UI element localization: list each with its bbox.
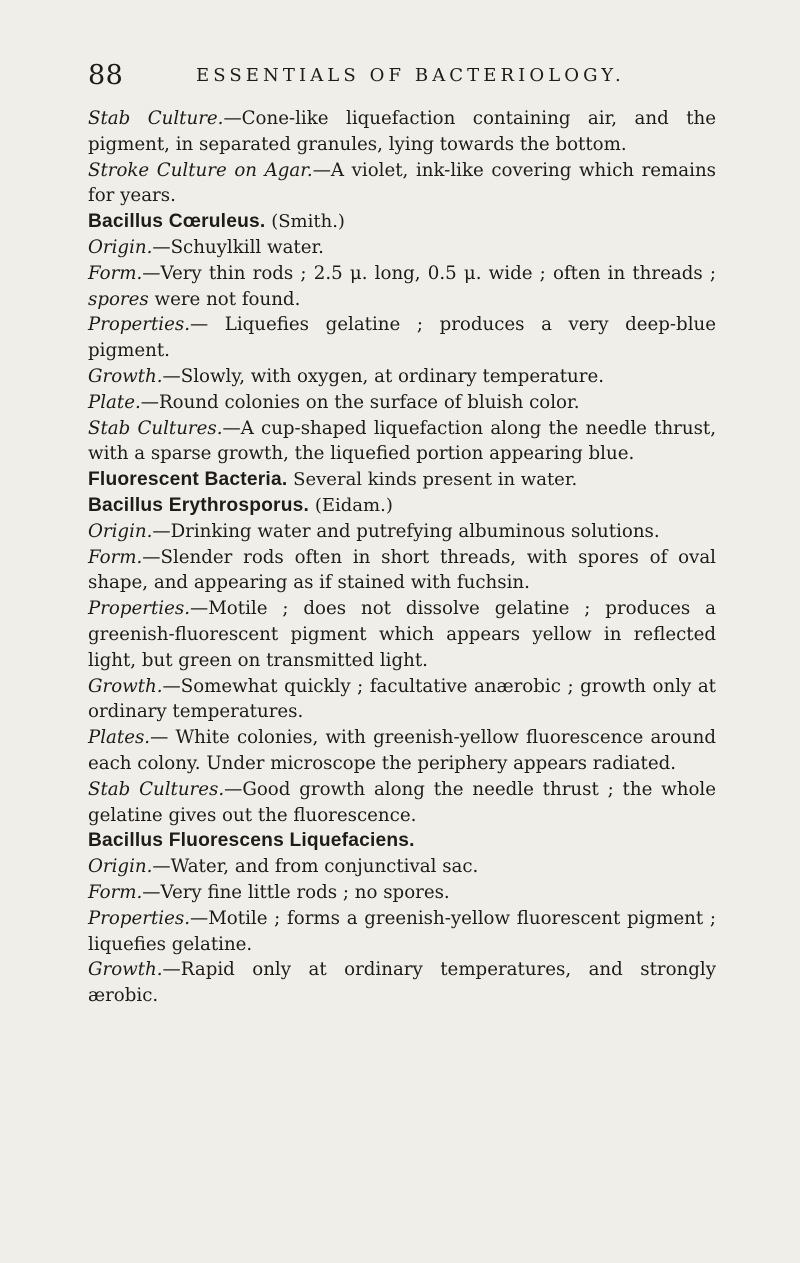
entry-text: —Very fine little rods ; no spores. — [142, 881, 450, 903]
paragraph-form — [88, 545, 716, 597]
paragraph-stab-culture — [88, 106, 716, 158]
entry-label: Plate. — [88, 391, 141, 413]
entry-label: Form. — [88, 262, 143, 284]
entry-label: Form. — [88, 881, 143, 903]
paragraph-growth — [88, 364, 716, 390]
entry-text: —Very thin rods ; 2.5 μ. long, 0.5 μ. wide ; often in threads ; — [142, 262, 716, 284]
entry-label: Stab Cultures. — [88, 417, 223, 439]
section-title: Bacillus Fluorescens Liquefaciens. — [88, 830, 415, 852]
section-title: Bacillus Cœruleus. — [88, 211, 266, 233]
entry-label: Origin. — [88, 520, 153, 542]
entry-label: Form. — [88, 546, 143, 568]
entry-label: Stroke Culture on Agar. — [88, 159, 313, 181]
paragraph-plate — [88, 390, 716, 416]
paragraph-origin — [88, 235, 716, 261]
entry-text: —Somewhat quickly ; facultative anærobic ; growth only at ordinary temperatures. — [88, 675, 716, 723]
entry-text: —Slowly, with oxygen, at ordinary temperature. — [162, 365, 604, 387]
entry-label: Properties. — [88, 907, 190, 929]
entry-text: —Schuylkill water. — [152, 236, 324, 258]
paragraph-origin — [88, 519, 716, 545]
entry-label: Plates. — [88, 727, 151, 749]
entry-text: —Motile ; does not dissolve gelatine ; produces a greenish-fluorescent pigment which appears yellow in reflected light, but green on transmitted light. — [88, 598, 716, 671]
paragraph-properties — [88, 312, 716, 364]
entry-label: Stab Culture. — [88, 108, 224, 129]
paragraph-stab-cultures — [88, 777, 716, 829]
page-header — [88, 56, 716, 96]
entry-label: Growth. — [88, 365, 163, 387]
paragraph-stab-cultures — [88, 416, 716, 468]
entry-text: —Motile ; forms a greenish-yellow fluorescent pigment ; liquefies gelatine. — [88, 907, 716, 955]
paragraph-form — [88, 880, 716, 906]
entry-text: —Rapid only at ordinary temperatures, and strongly ærobic. — [88, 959, 716, 1007]
paragraph-properties — [88, 596, 716, 673]
entry-text: —A violet, ink-like covering which remains for years. — [88, 159, 716, 207]
section-heading-bacillus-coeruleus — [88, 209, 716, 235]
entry-text: —A cup-shaped liquefaction along the needle thrust, with a sparse growth, the liquefied portion appearing blue. — [88, 417, 716, 465]
entry-label: Properties. — [88, 598, 190, 620]
entry-label: Stab Cultures. — [88, 778, 225, 800]
section-author: (Smith.) — [271, 211, 345, 233]
entry-text: —Good growth along the needle thrust ; the whole gelatine gives out the fluorescence. — [88, 778, 716, 826]
entry-emphasis: spores — [88, 288, 149, 310]
page-body — [88, 106, 716, 1009]
section-heading-fluorescent-bacteria — [88, 467, 716, 493]
section-title: Bacillus Erythrosporus. — [88, 494, 310, 516]
paragraph-growth — [88, 957, 716, 1009]
entry-text: —Slender rods often in short threads, with spores of oval shape, and appearing as if stained with fuchsin. — [88, 546, 716, 594]
entry-text: —Round colonies on the surface of bluish color. — [140, 391, 580, 413]
entry-label: Origin. — [88, 236, 153, 258]
section-heading-bacillus-fluorescens-liquefaciens — [88, 828, 716, 854]
entry-text: —Cone-like liquefaction containing air, and the pigment, in separated granules, lying towards the bottom. — [88, 108, 716, 155]
entry-text-after: were not found. — [148, 288, 301, 310]
page-number: 88 — [88, 60, 124, 91]
entry-text: — White colonies, with greenish-yellow fluorescence around each colony. Under microscope the periphery appears radiated. — [88, 727, 716, 774]
entry-label: Growth. — [88, 959, 163, 981]
paragraph-origin — [88, 854, 716, 880]
section-title: Fluorescent Bacteria. — [88, 469, 288, 491]
section-heading-bacillus-erythrosporus — [88, 493, 716, 519]
paragraph-plates — [88, 725, 716, 777]
paragraph-stroke-culture — [88, 158, 716, 210]
paragraph-growth — [88, 674, 716, 726]
entry-label: Properties. — [88, 314, 190, 336]
entry-text: — Liquefies gelatine ; produces a very deep-blue pigment. — [88, 314, 716, 362]
entry-label: Origin. — [88, 856, 153, 878]
section-note: Several kinds present in water. — [293, 469, 578, 491]
entry-text: —Drinking water and putrefying albuminous solutions. — [152, 520, 660, 542]
entry-label: Growth. — [88, 675, 163, 697]
running-title: ESSENTIALS OF BACTERIOLOGY. — [196, 65, 625, 86]
entry-text: —Water, and from conjunctival sac. — [152, 856, 479, 878]
paragraph-form — [88, 261, 716, 313]
paragraph-properties — [88, 906, 716, 958]
section-author: (Eidam.) — [314, 494, 393, 516]
